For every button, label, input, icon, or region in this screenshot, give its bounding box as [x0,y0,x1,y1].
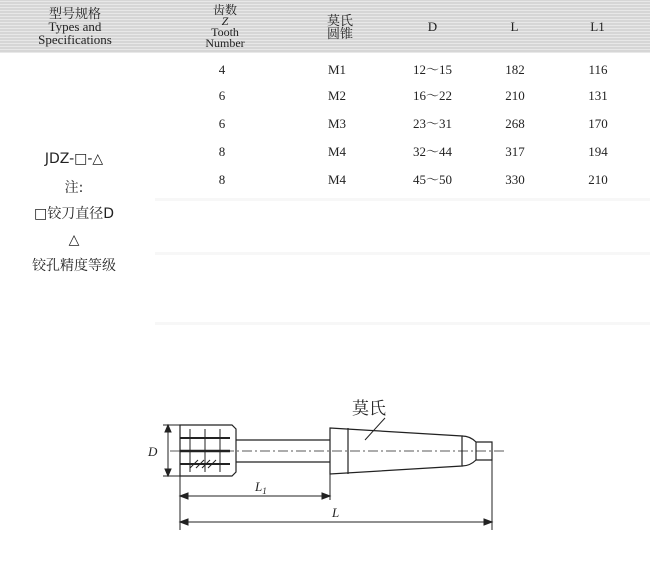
header-spec [0,0,150,53]
cell-morse: M4 [327,172,347,187]
cell-tooth: 8 [218,144,226,159]
header-d [400,0,465,53]
bg-stripe [155,198,650,201]
cell-l1: 194 [588,144,608,159]
cell-tooth: 6 [218,116,226,131]
note-label: 注: [64,180,84,196]
dim-d-label: D [148,444,158,459]
header-morse-2: 圆锥 [326,25,353,41]
cell-morse: M3 [327,116,347,131]
reamer-drawing [0,380,650,580]
cell-tooth: 4 [218,62,226,77]
header-d-label: D [427,19,438,34]
header-l [482,0,547,53]
header-spec-en-1: Types and [48,19,102,34]
header-morse-1: 莫氏 [326,12,353,28]
cell-l1: 170 [588,116,608,131]
note-triangle-symbol: △ [68,232,80,248]
cell-d: 32～44 [412,144,452,159]
cell-l: 268 [505,116,525,131]
cell-l: 330 [505,172,525,187]
bg-stripe [155,322,650,325]
table-header [0,0,650,53]
cell-d: 12～15 [412,62,452,77]
cell-d: 45～50 [412,172,452,187]
dim-l-label: L [332,505,340,520]
header-l1-label: L1 [590,19,605,34]
header-l-label: L [510,19,519,34]
model-code: JDZ-□-△ [44,151,104,167]
header-morse [300,0,380,53]
cell-l1: 131 [588,88,608,103]
cell-tooth: 8 [218,172,226,187]
dim-l1-label: $L_1$ [255,479,267,496]
cell-l: 210 [505,88,525,103]
header-tooth [185,0,265,53]
cell-morse: M4 [327,144,347,159]
bg-stripe [155,252,650,255]
note-precision-grade: 铰孔精度等级 [32,258,116,274]
header-l1 [565,0,630,53]
header-tooth-cn: 齿数 [212,2,237,17]
dim-d [163,425,180,476]
header-tooth-en-1: Tooth [211,24,239,39]
cell-l1: 210 [588,172,608,187]
callout-label: 莫氏 [352,399,386,419]
cell-tooth: 6 [218,88,226,103]
cell-morse: M1 [327,62,347,77]
cell-morse: M2 [327,88,347,103]
morse-callout [352,399,386,440]
header-spec-cn: 型号规格 [48,6,101,21]
cell-d: 23～31 [412,116,452,131]
header-tooth-en-2: Number [205,35,245,50]
header-tooth-z: Z [221,13,229,28]
header-spec-en-2: Specifications [38,32,112,47]
cell-l: 317 [505,144,525,159]
cell-d: 16～22 [412,88,452,103]
note-diameter: □铰刀直径D [33,206,114,222]
cell-l1: 116 [588,62,608,77]
cell-l: 182 [505,62,525,77]
